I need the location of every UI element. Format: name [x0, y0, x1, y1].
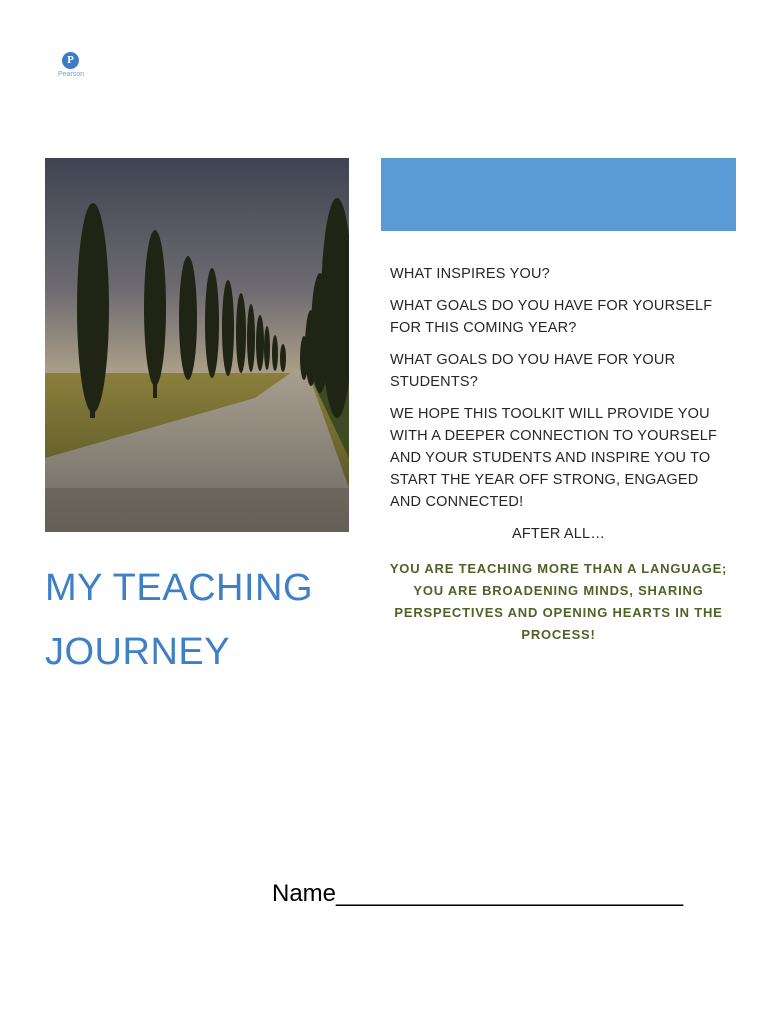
- question-goals-yourself: WHAT GOALS DO YOU HAVE FOR YOURSELF FOR THIS COMING YEAR?: [390, 298, 713, 336]
- page-title: [45, 556, 365, 684]
- title-line-2: JOURNEY: [45, 631, 231, 673]
- pearson-logo-icon: P: [62, 52, 79, 69]
- name-field-label: Name__________________________: [272, 880, 684, 907]
- question-inspires: WHAT INSPIRES YOU?: [390, 266, 550, 282]
- reflection-questions: [390, 263, 730, 523]
- title-line-1: MY TEACHING: [45, 567, 314, 609]
- header-accent-bar: [381, 158, 736, 231]
- pearson-logo: [53, 52, 89, 82]
- toolkit-hope-text: WE HOPE THIS TOOLKIT WILL PROVIDE YOU WITH A DEEPER CONNECTION TO YOURSELF AND YOUR STUDENTS AND INSPIRE YOU TO START THE YEAR OFF STRONG, ENGAGED AND CONNECTED!: [390, 406, 718, 510]
- pearson-logo-word: Pearson: [57, 71, 85, 78]
- question-goals-students: WHAT GOALS DO YOU HAVE FOR YOUR STUDENTS?: [390, 352, 676, 390]
- after-all-text: AFTER ALL…: [511, 526, 606, 542]
- cypress-road-photo: [45, 158, 349, 532]
- teaching-quote: YOU ARE TEACHING MORE THAN A LANGUAGE; YOU ARE BROADENING MINDS, SHARING PERSPECTIVES AND OPENING HEARTS IN THE PROCESS!: [389, 561, 728, 642]
